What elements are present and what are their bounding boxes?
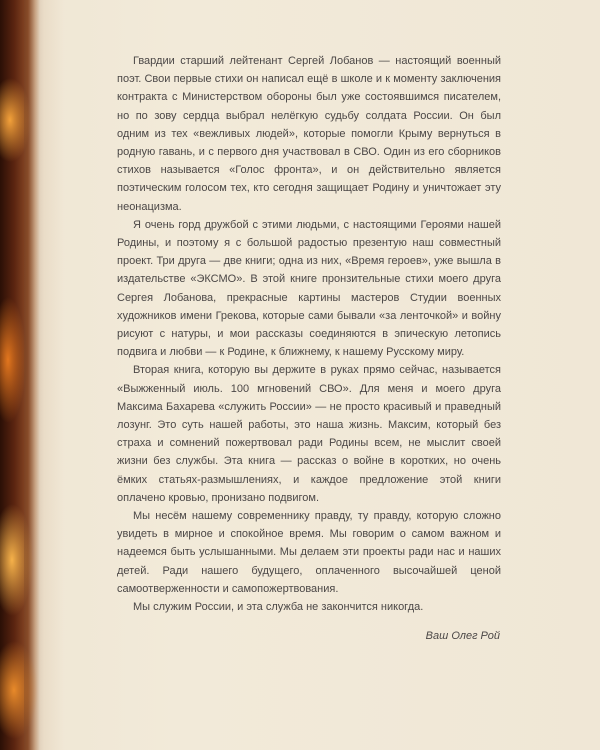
paragraph-5: Мы служим России, и эта служба не закончится никогда. — [133, 601, 424, 614]
paragraph-2: Я очень горд дружбой с этими людьми, с настоящими Героями нашей Родины, и поэтому я с большой радостью презентую наш совместный проект. Три друга — две книги; одна из них, «Время героев», уже вышла в издательстве «ЭКСМО». В этой книге пронзительные стихи моего друга Сергея Лобанова, прекрасные картины мастеров Студии военных художников имени Грекова, которые сами бывали «за ленточкой» и войну рисуют с натуры, и мои рассказы соединяются в эпическую летопись подвига и любви — к Родине, к ближнему, к нашему Русскому миру. — [117, 218, 501, 359]
body-text — [117, 52, 501, 616]
burned-edge-shadow — [24, 0, 64, 750]
paragraph-4: Мы несём нашему современнику правду, ту правду, которую сложно увидеть в мирное и спокойное время. Мы говорим о самом важном и надеемся быть услышанными. Мы делаем эти проекты ради нас и наших детей. Ради нашего будущего, оплаченного высочайшей ценой самоотверженности и самопожертвования. — [117, 510, 501, 595]
paragraph-1: Гвардии старший лейтенант Сергей Лобанов — настоящий военный поэт. Свои первые стихи он написал ещё в школе и к моменту заключения контракта с Министерством обороны был уже состоявшимся писателем, но по зову сердца выбрал нелёгкую судьбу солдата России. Он был одним из тех «вежливых людей», которые помогли Крыму вернуться в родную гавань, и с первого дня участвовал в СВО. Один из его сборников стихов называется «Голос фронта», и он действительно являeтся поэтическим голосом тех, кто сегодня защищает Родину и уничтожает эту неонацизма. — [117, 55, 501, 213]
paragraph-3: Вторая книга, которую вы держите в руках прямо сейчас, называется «Выжженный июль. 100 мгновений СВО». Для меня и моего друга Максима Бахарева «служить России» — не просто красивый и праведный лозунг. Это суть нашей работы, это наша жизнь. Максим, который без страха и сомнений пожертвовал ради Родины всем, не мыслит своей жизни без службы. Эта книга — рассказ о войне в коротких, но очень ёмких статьях-размышлениях, и каждое предложение этой книги оплачено кровью, пронизано подвигом. — [117, 364, 501, 504]
author-signature: Ваш Олег Рой — [425, 630, 500, 642]
